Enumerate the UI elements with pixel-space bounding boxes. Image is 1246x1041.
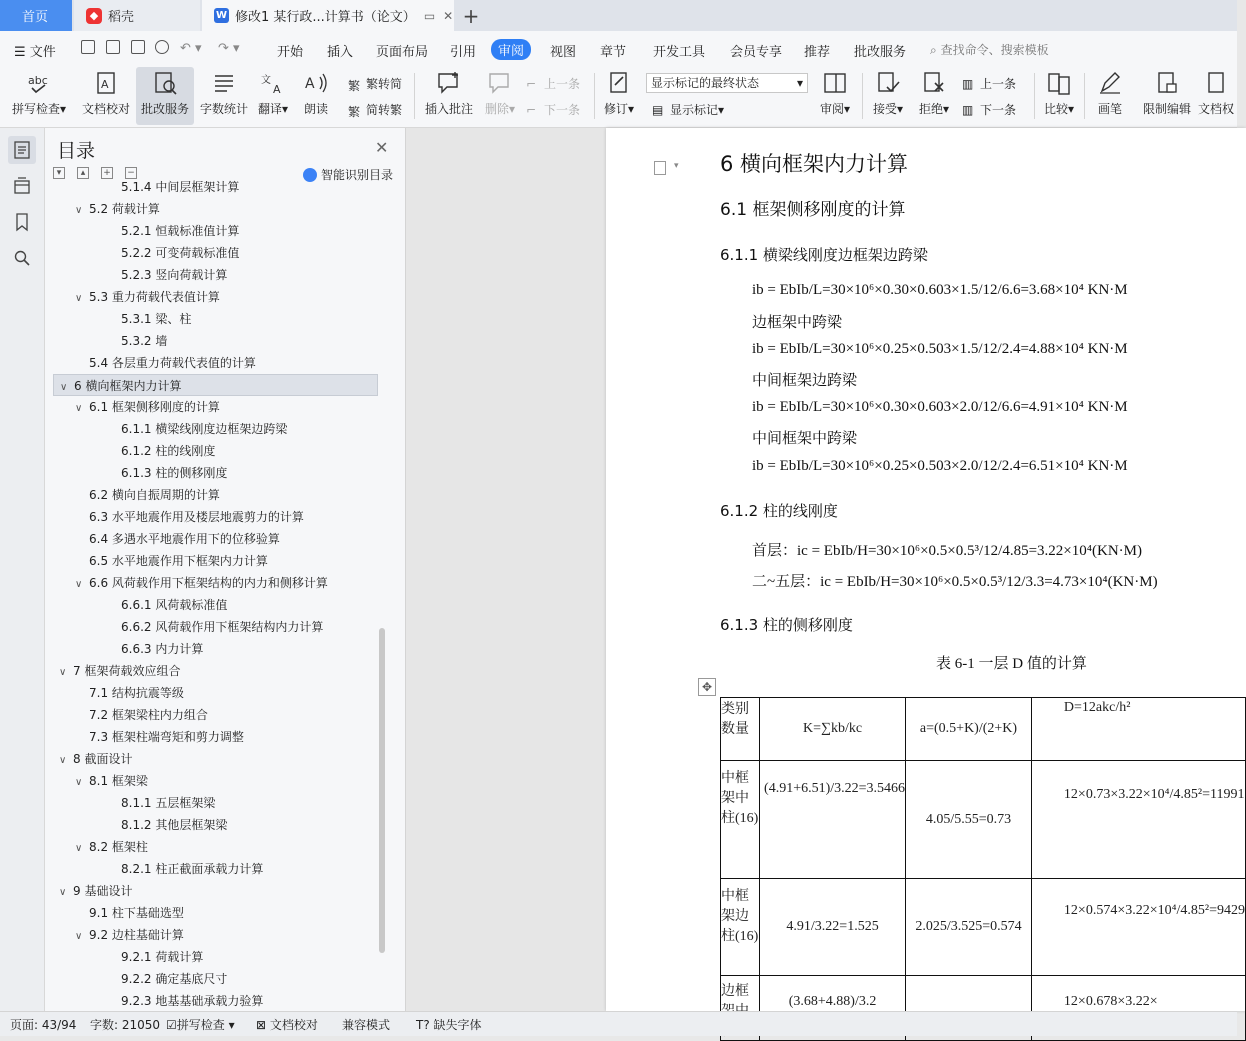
toc-item-label: 9.2.3 地基基础承载力验算 bbox=[121, 994, 264, 1008]
toc-item-label: 6.5 水平地震作用下框架内力计算 bbox=[89, 554, 268, 568]
review-ribbon bbox=[0, 67, 1237, 128]
table-header-cell: D=12akc/h² bbox=[1031, 698, 1245, 761]
toc-item-label: 5.4 各层重力荷载代表值的计算 bbox=[89, 356, 256, 370]
proof-icon: ⊠ bbox=[256, 1018, 267, 1032]
word-count-icon bbox=[211, 71, 237, 95]
toc-item-label: 9.2.1 荷载计算 bbox=[121, 950, 204, 964]
toc-item[interactable] bbox=[45, 528, 375, 550]
prev-icon: ⌐ bbox=[526, 76, 537, 91]
chevron-down-icon[interactable]: ▾ bbox=[674, 161, 679, 171]
prev-label: 上一条 bbox=[544, 77, 581, 91]
prev-change-label: 上一条 bbox=[980, 77, 1017, 91]
chevron-down-icon[interactable]: ∨ bbox=[75, 293, 83, 304]
table-caption: 表 6-1 一层 D 值的计算 bbox=[936, 656, 1087, 672]
toc-item[interactable] bbox=[45, 946, 375, 968]
toc-item[interactable] bbox=[45, 550, 375, 572]
menu-item[interactable]: 页面布局 bbox=[376, 45, 429, 60]
doc-rights-label: 文档权 bbox=[1198, 102, 1235, 116]
ribbon-divider bbox=[862, 73, 863, 119]
review-label: 审阅 bbox=[819, 102, 844, 116]
show-markup-icon: ▤ bbox=[652, 102, 664, 117]
track-changes-button[interactable]: 修订▾ bbox=[600, 67, 638, 125]
chevron-down-icon[interactable]: ∨ bbox=[75, 403, 83, 414]
tab-daoke[interactable] bbox=[74, 0, 200, 31]
toc-item-label: 6.1 框架侧移刚度的计算 bbox=[89, 400, 220, 414]
markup-state-value: 显示标记的最终状态 bbox=[651, 76, 760, 90]
toc-item[interactable] bbox=[45, 198, 375, 220]
toc-item[interactable] bbox=[45, 990, 375, 1012]
translate-icon bbox=[260, 71, 286, 95]
toc-item[interactable] bbox=[45, 836, 375, 858]
table-row bbox=[721, 879, 1246, 976]
toc-item-label: 9.2 边柱基础计算 bbox=[89, 928, 184, 942]
print-icon[interactable] bbox=[131, 40, 145, 54]
doc-rights-button[interactable] bbox=[1198, 67, 1238, 125]
toc-rail-button[interactable] bbox=[8, 136, 36, 164]
chevron-down-icon[interactable]: ∨ bbox=[59, 887, 67, 898]
new-tab-button[interactable]: + bbox=[462, 3, 480, 28]
chevron-down-icon[interactable]: ∨ bbox=[75, 205, 83, 216]
toc-item[interactable] bbox=[45, 726, 375, 748]
toc-item-label: 6 横向框架内力计算 bbox=[74, 379, 182, 393]
toc-item-label: 9 基础设计 bbox=[73, 884, 133, 898]
toc-item[interactable] bbox=[45, 396, 375, 418]
insert-comment-label: 插入批注 bbox=[424, 102, 473, 116]
proof-status-label: 文档校对 bbox=[269, 1018, 318, 1032]
ribbon-divider bbox=[1034, 73, 1035, 119]
toc-item[interactable] bbox=[45, 924, 375, 946]
tab-bar bbox=[0, 0, 1237, 31]
prev-change-icon: ▥ bbox=[962, 76, 974, 91]
status-bar bbox=[0, 1011, 1237, 1036]
table-cell: 4.91/3.22=1.525 bbox=[760, 879, 906, 976]
chevron-down-icon[interactable]: ∨ bbox=[60, 382, 68, 393]
toc-item[interactable] bbox=[45, 440, 375, 462]
toc-item[interactable] bbox=[45, 242, 375, 264]
convert-icon: 繁 bbox=[348, 104, 361, 119]
chevron-down-icon[interactable]: ∨ bbox=[59, 755, 67, 766]
compare-icon bbox=[1046, 71, 1072, 95]
toc-item[interactable] bbox=[45, 682, 375, 704]
restrict-edit-button[interactable] bbox=[1140, 67, 1194, 125]
compare-label: 比较 bbox=[1043, 102, 1068, 116]
toc-item-label: 5.2.3 竖向荷载计算 bbox=[121, 268, 228, 282]
toc-item[interactable] bbox=[45, 572, 375, 594]
toc-item[interactable] bbox=[45, 506, 375, 528]
menu-item[interactable]: 审阅 bbox=[491, 39, 531, 60]
markup-state-select[interactable] bbox=[646, 73, 808, 93]
table-header-cell: a=(0.5+K)/(2+K) bbox=[906, 698, 1032, 761]
menu-item[interactable]: 会员专享 bbox=[730, 45, 783, 60]
delete-comment-icon bbox=[487, 71, 513, 95]
word-count-button[interactable] bbox=[198, 67, 250, 125]
redo-icon[interactable]: ↷ ▾ bbox=[218, 41, 240, 56]
toc-item-label: 6.3 水平地震作用及楼层地震剪力的计算 bbox=[89, 510, 304, 524]
svg-text:文: 文 bbox=[261, 75, 271, 86]
daoke-logo-icon: ◆ bbox=[86, 8, 102, 24]
spellcheck-button[interactable]: abc 拼写检查▾ bbox=[8, 67, 70, 125]
toc-item[interactable] bbox=[45, 792, 375, 814]
table-cell: 2.025/3.525=0.574 bbox=[906, 879, 1032, 976]
toc-item-label: 5.3.2 墙 bbox=[121, 334, 168, 348]
toc-item-label: 9.1 柱下基础选型 bbox=[89, 906, 184, 920]
side-rail bbox=[0, 128, 45, 1011]
bookmark-rail-button[interactable] bbox=[8, 208, 36, 236]
collapse-all-icon[interactable]: ▴ bbox=[77, 167, 89, 179]
menu-item[interactable]: 开发工具 bbox=[653, 45, 706, 60]
spellcheck-status[interactable]: ☑拼写检查 ▾ bbox=[166, 1018, 235, 1032]
search-icon bbox=[13, 249, 31, 267]
tab-daoke-label: 稻壳 bbox=[108, 10, 135, 25]
toc-item-label: 6.1.2 柱的线刚度 bbox=[121, 444, 216, 458]
toc-item[interactable] bbox=[45, 352, 375, 374]
toc-item-label: 6.1.1 横梁线刚度边框架边跨梁 bbox=[121, 422, 288, 436]
table-cell: 中框架中柱(16) bbox=[721, 761, 760, 879]
menu-item[interactable]: 章节 bbox=[600, 45, 627, 60]
read-aloud-label: 朗读 bbox=[303, 102, 328, 116]
ribbon-divider bbox=[1084, 73, 1085, 119]
ink-button[interactable] bbox=[1090, 67, 1130, 125]
toc-item-label: 6.6 风荷载作用下框架结构的内力和侧移计算 bbox=[89, 576, 328, 590]
reject-button[interactable]: 拒绝▾ bbox=[914, 67, 954, 125]
ribbon-divider bbox=[594, 73, 595, 119]
d-value-table bbox=[720, 697, 1246, 1041]
tab-home-label: 首页 bbox=[22, 10, 49, 25]
body-text: 边框架中跨梁 bbox=[752, 313, 843, 331]
trad-to-simp-label: 简转繁 bbox=[366, 103, 403, 117]
toc-item-label: 8.1.1 五层框架梁 bbox=[121, 796, 216, 810]
equation-line: 首层：ic = EbIb/H=30×10⁶×0.5×0.5³/12/4.85=3.22×10⁴(KN·M) bbox=[752, 543, 1142, 559]
expand-all-icon[interactable]: ▾ bbox=[53, 167, 65, 179]
toc-icon bbox=[13, 141, 31, 159]
menu-item[interactable]: 开始 bbox=[277, 45, 304, 60]
table-cell: 12×0.73×3.22×10⁴/4.85²=11991 bbox=[1031, 761, 1245, 879]
bookmark-icon bbox=[13, 213, 31, 231]
toc-item[interactable] bbox=[45, 484, 375, 506]
toc-item[interactable] bbox=[45, 880, 375, 902]
table-cell: 12×0.574×3.22×10⁴/4.85²=9429 bbox=[1031, 879, 1245, 976]
toc-item[interactable] bbox=[45, 308, 375, 330]
table-cell: 边框 bbox=[721, 976, 760, 1041]
show-markup-button[interactable]: ▤ 显示标记 ▾ bbox=[652, 102, 725, 117]
toc-item[interactable] bbox=[45, 330, 375, 352]
translate-button[interactable]: 文 A 翻译▾ bbox=[256, 67, 290, 125]
export-pdf-icon[interactable] bbox=[106, 40, 120, 54]
toc-item-label: 8.2.1 柱正截面承载力计算 bbox=[121, 862, 264, 876]
convert-icon: 繁 bbox=[348, 78, 361, 93]
chevron-down-icon[interactable]: ∨ bbox=[75, 843, 83, 854]
toc-item[interactable] bbox=[45, 814, 375, 836]
next-change-label: 下一条 bbox=[980, 103, 1017, 117]
translate-label: 翻译 bbox=[257, 102, 282, 116]
toc-item-label: 5.3 重力荷载代表值计算 bbox=[89, 290, 220, 304]
svg-text:A: A bbox=[305, 76, 315, 92]
toc-item[interactable] bbox=[45, 418, 375, 440]
ink-label: 画笔 bbox=[1097, 102, 1122, 116]
toc-item-label: 5.1.4 中间层框架计算 bbox=[121, 180, 240, 194]
restrict-edit-label: 限制编辑 bbox=[1142, 102, 1191, 116]
command-search-placeholder: 查找命令、搜索模板 bbox=[940, 43, 1049, 57]
doc-check-button[interactable] bbox=[78, 67, 134, 125]
trad-to-simp-button[interactable] bbox=[348, 101, 402, 118]
heading-2: 6.1 框架侧移刚度的计算 bbox=[720, 200, 906, 220]
toc-item-label: 6.6.3 内力计算 bbox=[121, 642, 204, 656]
heading-3: 6.1.3 柱的侧移刚度 bbox=[720, 616, 853, 634]
word-count-label: 字数统计 bbox=[199, 102, 248, 116]
chevron-down-icon[interactable]: ∨ bbox=[75, 777, 83, 788]
table-move-icon[interactable]: ✥ bbox=[698, 678, 716, 696]
delete-comment-button[interactable]: 删除▾ bbox=[482, 67, 518, 125]
toc-item[interactable] bbox=[45, 594, 375, 616]
close-tab-icon[interactable]: ✕ bbox=[443, 8, 454, 23]
close-icon[interactable]: ✕ bbox=[375, 138, 389, 157]
toc-item[interactable] bbox=[45, 638, 375, 660]
search-icon: ⌕ bbox=[930, 43, 937, 57]
toc-item-label: 5.2 荷载计算 bbox=[89, 202, 160, 216]
equation-line: ib = EbIb/L=30×10⁶×0.30×0.603×1.5/12/6.6=3.68×10⁴ KN·M bbox=[752, 282, 1128, 298]
toc-item-label: 5.2.1 恒载标准值计算 bbox=[121, 224, 240, 238]
file-menu[interactable]: ☰ 文件 bbox=[14, 45, 56, 60]
compare-button[interactable]: 比较▾ bbox=[1040, 67, 1078, 125]
chevron-down-icon[interactable]: ∨ bbox=[59, 667, 67, 678]
next-label: 下一条 bbox=[544, 103, 581, 117]
chevron-down-icon[interactable]: ∨ bbox=[75, 931, 83, 942]
simp-to-trad-label: 繁转简 bbox=[366, 77, 403, 91]
toc-item[interactable] bbox=[45, 286, 375, 308]
heading-3: 6.1.1 横梁线刚度边框架边跨梁 bbox=[720, 246, 928, 264]
next-change-icon: ▥ bbox=[962, 102, 974, 117]
doc-check-icon bbox=[93, 71, 119, 95]
table-cell: 12×0.678×3.22× bbox=[1031, 976, 1245, 1041]
toc-item[interactable] bbox=[53, 374, 378, 396]
toc-item-label: 9.2.2 确定基底尺寸 bbox=[121, 972, 228, 986]
toc-item[interactable] bbox=[45, 968, 375, 990]
navigation-rail-button[interactable] bbox=[8, 172, 36, 200]
ribbon-divider bbox=[414, 73, 415, 119]
missing-font-status[interactable] bbox=[416, 1016, 482, 1033]
reject-icon bbox=[921, 71, 947, 95]
pin-icon[interactable]: ▭ bbox=[423, 8, 436, 23]
document-area bbox=[406, 128, 1245, 1011]
read-aloud-icon bbox=[303, 71, 329, 95]
toc-item[interactable] bbox=[45, 902, 375, 924]
smart-toc-label: 智能识别目录 bbox=[321, 168, 394, 182]
tab-document-label: 修改1 某行政...计算书（论文） bbox=[235, 10, 416, 25]
print-preview-icon[interactable] bbox=[155, 40, 169, 54]
toc-item[interactable] bbox=[45, 616, 375, 638]
toc-item-label: 6.2 横向自振周期的计算 bbox=[89, 488, 220, 502]
toc-item[interactable] bbox=[45, 660, 375, 682]
tab-document[interactable] bbox=[202, 0, 454, 31]
table-cell: 中框架边柱(16) bbox=[721, 879, 760, 976]
toc-item[interactable] bbox=[45, 220, 375, 242]
next-icon: ⌐ bbox=[526, 102, 537, 117]
search-rail-button[interactable] bbox=[8, 244, 36, 272]
doc-check-label: 文档校对 bbox=[81, 102, 130, 116]
toc-item-label: 6.6.1 风荷载标准值 bbox=[121, 598, 228, 612]
next-comment-button[interactable] bbox=[526, 101, 580, 118]
table-row bbox=[721, 761, 1246, 879]
review-pane-button[interactable]: 审阅▾ bbox=[816, 67, 854, 125]
svg-text:A: A bbox=[101, 78, 109, 91]
menu-item[interactable]: 视图 bbox=[550, 45, 577, 60]
equation-line: 二~五层：ic = EbIb/H=30×10⁶×0.5×0.5³/12/3.3=4.73×10⁴(KN·M) bbox=[752, 574, 1158, 590]
table-cell: (3.68+4.88)/3.2 bbox=[760, 976, 906, 1041]
accept-icon bbox=[875, 71, 901, 95]
toc-item-label: 5.2.2 可变荷载标准值 bbox=[121, 246, 240, 260]
table-header-row bbox=[721, 698, 1246, 761]
checkbox-icon: ☑ bbox=[166, 1018, 177, 1032]
table-cell: (4.91+6.51)/3.22=3.5466 bbox=[760, 761, 906, 879]
spellcheck-label: 拼写检查 bbox=[11, 102, 60, 116]
writer-logo-icon: W bbox=[215, 10, 228, 21]
next-change-button[interactable] bbox=[962, 101, 1016, 118]
accept-button[interactable]: 接受▾ bbox=[868, 67, 908, 125]
toc-item[interactable] bbox=[45, 264, 375, 286]
svg-text:A: A bbox=[273, 83, 281, 96]
file-menu-label: 文件 bbox=[29, 45, 56, 60]
heading-1: 6 横向框架内力计算 bbox=[720, 152, 909, 176]
body-text: 中间框架中跨梁 bbox=[752, 429, 858, 447]
compat-mode: 兼容模式 bbox=[342, 1018, 391, 1032]
table-header-cell: K=∑kb/kc bbox=[760, 698, 906, 761]
comment-icon bbox=[436, 71, 462, 95]
revise-service-button[interactable] bbox=[136, 67, 194, 125]
toc-item-label: 8.1.2 其他层框架梁 bbox=[121, 818, 228, 832]
track-changes-icon bbox=[606, 71, 632, 95]
simp-to-trad-button[interactable] bbox=[348, 75, 402, 92]
missing-font-icon: T? bbox=[416, 1018, 430, 1032]
toc-item-label: 6.6.2 风荷载作用下框架结构内力计算 bbox=[121, 620, 324, 634]
toc-item[interactable] bbox=[45, 176, 375, 198]
remove-heading-icon[interactable]: − bbox=[125, 167, 137, 179]
chevron-down-icon[interactable]: ∨ bbox=[75, 579, 83, 590]
toc-item[interactable] bbox=[45, 858, 375, 880]
prev-change-button[interactable] bbox=[962, 75, 1016, 92]
lock-icon bbox=[1154, 71, 1180, 95]
spellcheck-icon bbox=[26, 71, 52, 95]
equation-line: ib = EbIb/L=30×10⁶×0.25×0.503×2.0/12/2.4=6.51×10⁴ KN·M bbox=[752, 458, 1128, 474]
delete-label: 删除 bbox=[484, 102, 509, 116]
menu-item[interactable]: 引用 bbox=[450, 45, 477, 60]
toc-scrollbar[interactable] bbox=[379, 628, 385, 953]
save-icon[interactable] bbox=[81, 40, 95, 54]
missing-font-label: 缺失字体 bbox=[433, 1018, 482, 1032]
toc-panel bbox=[45, 128, 406, 1011]
read-aloud-button[interactable] bbox=[298, 67, 334, 125]
svg-text:abc: abc bbox=[28, 74, 48, 87]
chevron-down-icon: ▾ bbox=[796, 76, 803, 90]
doc-rights-icon bbox=[1204, 71, 1230, 95]
spellcheck-status-label: 拼写检查 bbox=[176, 1018, 225, 1032]
insert-comment-button[interactable] bbox=[420, 67, 478, 125]
menu-item[interactable]: 插入 bbox=[327, 45, 354, 60]
undo-icon[interactable]: ↶ ▾ bbox=[180, 41, 202, 56]
accept-label: 接受 bbox=[872, 102, 897, 116]
body-text: 中间框架边跨梁 bbox=[752, 371, 858, 389]
toc-item-label: 8.2 框架柱 bbox=[89, 840, 148, 854]
toc-item-label: 7.3 框架柱端弯矩和剪力调整 bbox=[89, 730, 244, 744]
heading-3: 6.1.2 柱的线刚度 bbox=[720, 502, 838, 520]
revise-service-label: 批改服务 bbox=[140, 102, 189, 116]
toc-item-label: 6.4 多遇水平地震作用下的位移验算 bbox=[89, 532, 280, 546]
toc-item-label: 8.1 框架梁 bbox=[89, 774, 148, 788]
toc-item[interactable] bbox=[45, 704, 375, 726]
show-markup-label: 显示标记 bbox=[670, 103, 719, 117]
equation-line: ib = EbIb/L=30×10⁶×0.25×0.503×1.5/12/2.4=4.88×10⁴ KN·M bbox=[752, 341, 1128, 357]
word-count-indicator[interactable]: 字数: 21050 bbox=[90, 1018, 161, 1032]
toc-item-label: 6.1.3 柱的侧移刚度 bbox=[121, 466, 228, 480]
toc-item-label: 7 框架荷载效应组合 bbox=[73, 664, 181, 678]
table-cell: 4.05/5.55=0.73 bbox=[906, 761, 1032, 879]
toc-item-label: 5.3.1 梁、柱 bbox=[121, 312, 192, 326]
chapter-nav-icon bbox=[13, 177, 31, 195]
add-heading-icon[interactable]: + bbox=[101, 167, 113, 179]
reject-label: 拒绝 bbox=[918, 102, 943, 116]
tab-home[interactable] bbox=[0, 0, 72, 31]
toc-item[interactable] bbox=[45, 748, 375, 770]
command-search[interactable] bbox=[930, 41, 1049, 58]
toc-item[interactable] bbox=[45, 770, 375, 792]
table-header-cell: 类别数量 bbox=[721, 698, 760, 761]
menu-item[interactable]: 推荐 bbox=[804, 45, 831, 60]
page-icon[interactable] bbox=[654, 161, 666, 175]
menu-bar bbox=[0, 31, 1237, 67]
track-changes-label: 修订 bbox=[603, 102, 628, 116]
toc-item-label: 7.2 框架梁柱内力组合 bbox=[89, 708, 208, 722]
proof-status[interactable] bbox=[256, 1016, 318, 1033]
document-page[interactable] bbox=[606, 128, 1246, 1011]
toc-item[interactable] bbox=[45, 462, 375, 484]
revise-service-icon bbox=[152, 71, 178, 95]
prev-comment-button[interactable] bbox=[526, 75, 580, 92]
toc-title: 目录 bbox=[57, 140, 96, 162]
menu-item[interactable]: 批改服务 bbox=[854, 45, 907, 60]
toc-item-label: 7.1 结构抗震等级 bbox=[89, 686, 184, 700]
review-pane-icon bbox=[822, 71, 848, 95]
pen-icon bbox=[1097, 71, 1123, 95]
toc-item-label: 8 截面设计 bbox=[73, 752, 133, 766]
equation-line: ib = EbIb/L=30×10⁶×0.30×0.603×2.0/12/6.6=4.91×10⁴ KN·M bbox=[752, 399, 1128, 415]
page-indicator[interactable]: 页面: 43/94 bbox=[10, 1018, 77, 1032]
